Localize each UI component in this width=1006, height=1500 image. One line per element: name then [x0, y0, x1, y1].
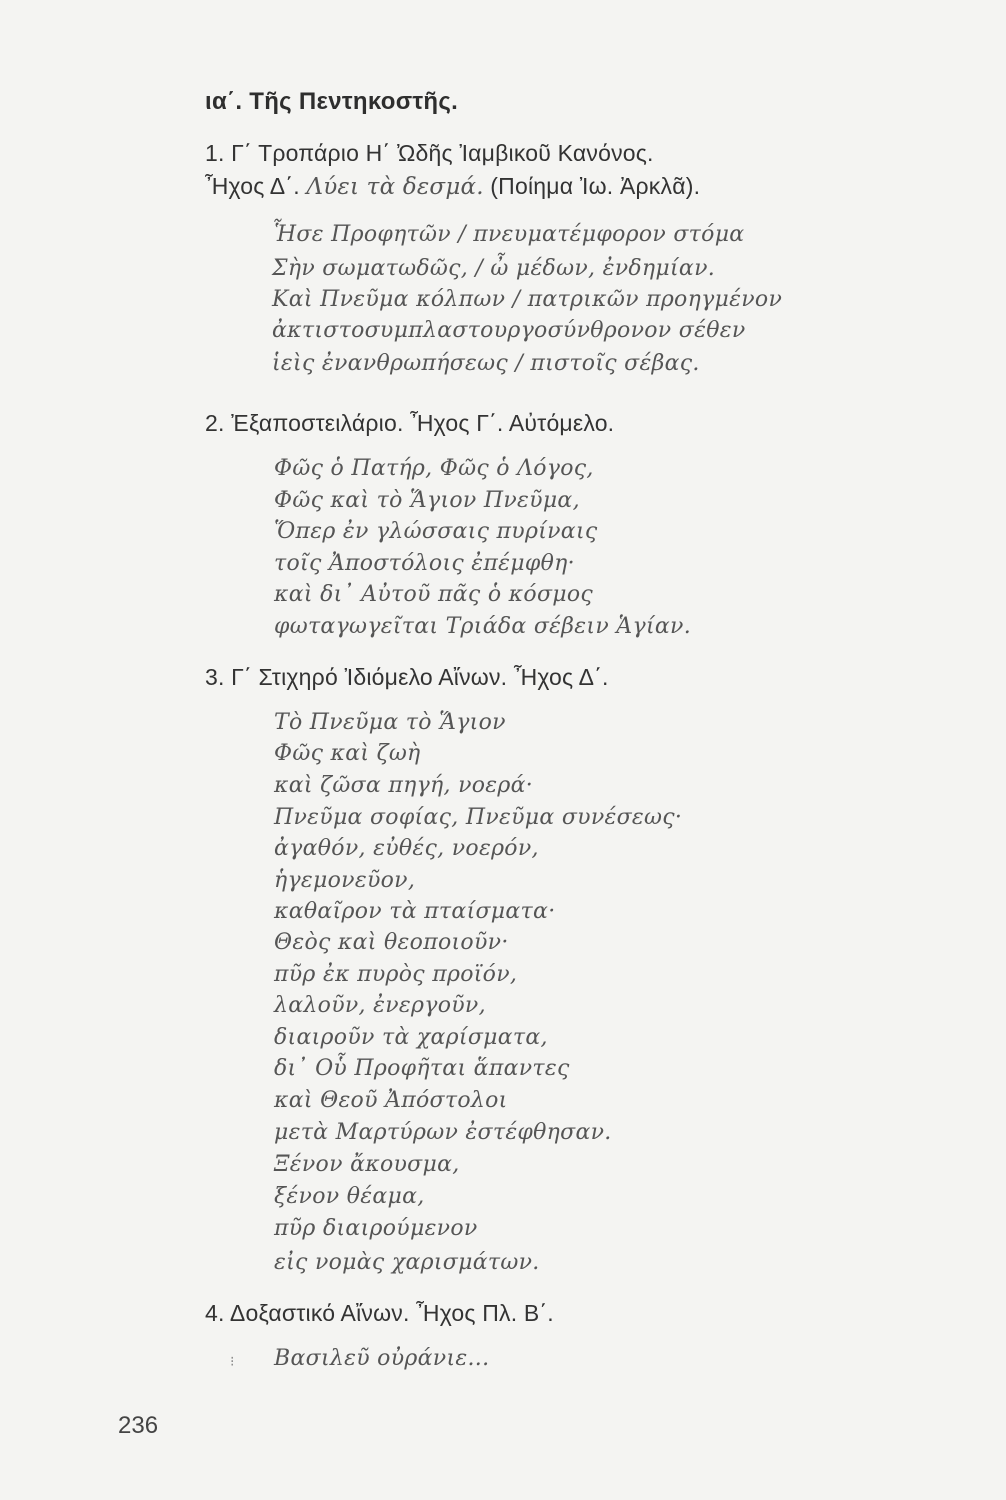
section-3-verse: καὶ Θεοῦ Ἀπόστολοι: [274, 1088, 508, 1113]
section-1-verse: ἀκτιστοσυμπλαστουργοσύνθρονον σέθεν: [272, 318, 746, 343]
section-3-verse: πῦρ ἐκ πυρὸς προϊόν,: [274, 962, 518, 987]
section-2-verse: τοῖς Ἀποστόλοις ἐπέμφθη·: [274, 551, 575, 576]
section-3-verse: εἰς νομὰς χαρισμάτων.: [274, 1250, 540, 1275]
section-3-verse: μετὰ Μαρτύρων ἐστέφθησαν.: [274, 1120, 612, 1145]
section-2-verse: Ὅπερ ἐν γλώσσαις πυρίναις: [274, 519, 598, 544]
section-3-verse: Τὸ Πνεῦμα τὸ Ἅγιον: [274, 710, 506, 735]
section-3-title: 3. Γ΄ Στιχηρό Ἰδιόμελο Αἴνων. Ἦχος Δ΄.: [205, 664, 609, 690]
section-3-verse: δι᾿ Οὗ Προφῆται ἅπαντες: [274, 1056, 570, 1081]
section-2-title: 2. Ἐξαποστειλάριο. Ἦχος Γ΄. Αὐτόμελο.: [205, 410, 615, 436]
section-3-verse: καθαῖρον τὰ πταίσματα·: [274, 899, 556, 924]
section-3-verse: ἀγαθόν, εὐθές, νοερόν,: [274, 836, 539, 861]
section-3-verse: διαιροῦν τὰ χαρίσματα,: [274, 1025, 548, 1050]
section-1-verse: ἱεὶς ἐνανθρωπήσεως / πιστοῖς σέβας.: [272, 351, 700, 376]
section-1-title: 1. Γ΄ Τροπάριο Η΄ Ὠδῆς Ἰαμβικοῦ Κανόνος.: [205, 140, 654, 166]
section-1-subtitle: [205, 173, 700, 200]
section-3-verse: Θεὸς καὶ θεοποιοῦν·: [274, 930, 509, 955]
section-4-verse: Βασιλεῦ οὐράνιε...: [274, 1346, 490, 1371]
section-1-verse: Ἧσε Προφητῶν / πνευματέμφορον στόμα: [272, 222, 745, 247]
section-3-verse: Πνεῦμα σοφίας, Πνεῦμα συνέσεως·: [274, 805, 683, 830]
section-3-verse: ξένον θέαμα,: [274, 1184, 425, 1209]
section-2-verse: Φῶς καὶ τὸ Ἅγιον Πνεῦμα,: [274, 488, 580, 513]
section-3-verse: καὶ ζῶσα πηγή, νοερά·: [274, 773, 534, 798]
section-2-verse: Φῶς ὁ Πατήρ, Φῶς ὁ Λόγος,: [274, 456, 594, 481]
page-number: 236: [118, 1412, 159, 1439]
section-1-tone: Ἦχος Δ΄.: [205, 173, 307, 199]
section-3-verse: ἡγεμονεῦον,: [274, 868, 416, 893]
section-3-verse: Ξένον ἄκουσμα,: [274, 1152, 460, 1177]
section-1-author: (Ποίημα Ἰω. Ἀρκλᾶ).: [483, 173, 701, 199]
section-3-verse: λαλοῦν, ἐνεργοῦν,: [274, 993, 486, 1018]
section-1-verse: Καὶ Πνεῦμα κόλπων / πατρικῶν προηγμένον: [272, 287, 783, 312]
margin-mark: ⁝: [230, 1353, 235, 1369]
section-1-model-melody: Λύει τὰ δεσμά.: [306, 174, 484, 200]
section-1-verse: Σὴν σωματωδῶς, / ὦ μέδων, ἐνδημίαν.: [272, 256, 716, 281]
section-3-verse: πῦρ διαιρούμενον: [274, 1216, 478, 1241]
chapter-heading: ια΄. Τῆς Πεντηκοστῆς.: [205, 88, 459, 115]
section-4-title: 4. Δοξαστικό Αἴνων. Ἦχος Πλ. Β΄.: [205, 1300, 554, 1326]
section-2-verse: καὶ δι᾿ Αὐτοῦ πᾶς ὁ κόσμος: [274, 582, 594, 607]
section-3-verse: Φῶς καὶ ζωὴ: [274, 741, 421, 766]
section-2-verse: φωταγωγεῖται Τριάδα σέβειν Ἁγίαν.: [274, 614, 691, 639]
